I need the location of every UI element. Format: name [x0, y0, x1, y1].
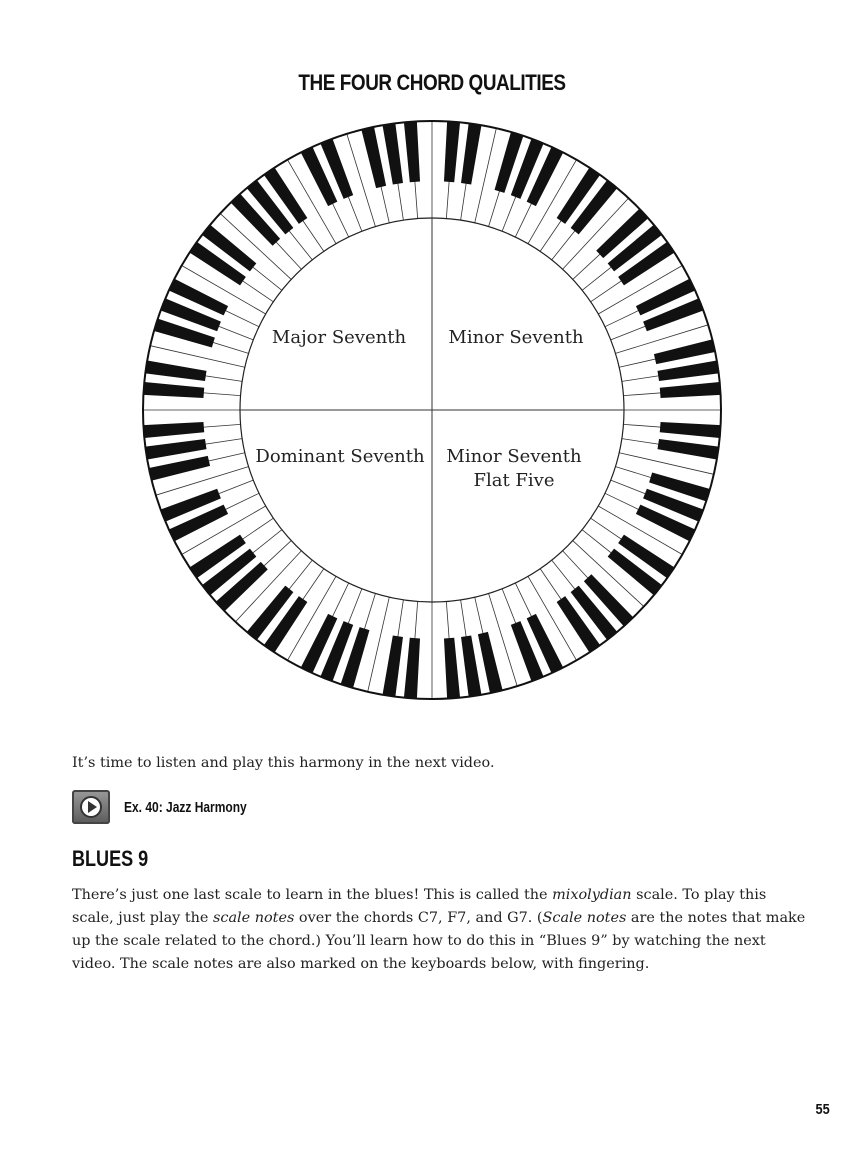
- page-number: 55: [815, 1101, 830, 1118]
- piano-keyboard-wheel: [140, 118, 724, 702]
- paragraph-text: There’s just one last scale to learn in the blues! This is called the: [72, 887, 553, 903]
- section-heading: BLUES 9: [72, 846, 149, 871]
- italic-term: scale notes: [213, 910, 295, 926]
- italic-term: mixolydian: [552, 887, 632, 903]
- paragraph-text: scale. To play this scale, just play the: [72, 887, 767, 926]
- intro-paragraph: It’s time to listen and play this harmony in the next video.: [72, 755, 495, 771]
- paragraph-text: are the notes that make up the scale related to the chord.) You’ll learn how to do this in “Blues 9” by watching the next video. The scale notes are also marked on the keyboards below, with fingering.: [72, 910, 806, 972]
- figure-title: THE FOUR CHORD QUALITIES: [298, 70, 566, 95]
- dominant-seventh-label: Dominant Seventh: [255, 446, 425, 467]
- blues-paragraph: [72, 884, 812, 976]
- play-triangle-icon: [88, 801, 97, 813]
- play-icon[interactable]: [72, 790, 110, 824]
- minor-seventh-flat-five-label: [424, 445, 604, 493]
- minor-seventh-label: Minor Seventh: [448, 327, 584, 348]
- play-circle-icon: [80, 796, 102, 818]
- major-seventh-label: Major Seventh: [271, 327, 407, 348]
- minor-seventh-flat-five-line1: Minor Seventh: [446, 446, 582, 467]
- minor-seventh-flat-five-line2: Flat Five: [473, 470, 555, 491]
- video-link[interactable]: [72, 788, 277, 826]
- paragraph-text: over the chords C7, F7, and G7. (: [294, 910, 543, 926]
- video-label[interactable]: Ex. 40: Jazz Harmony: [124, 798, 247, 816]
- italic-term: Scale notes: [542, 910, 627, 926]
